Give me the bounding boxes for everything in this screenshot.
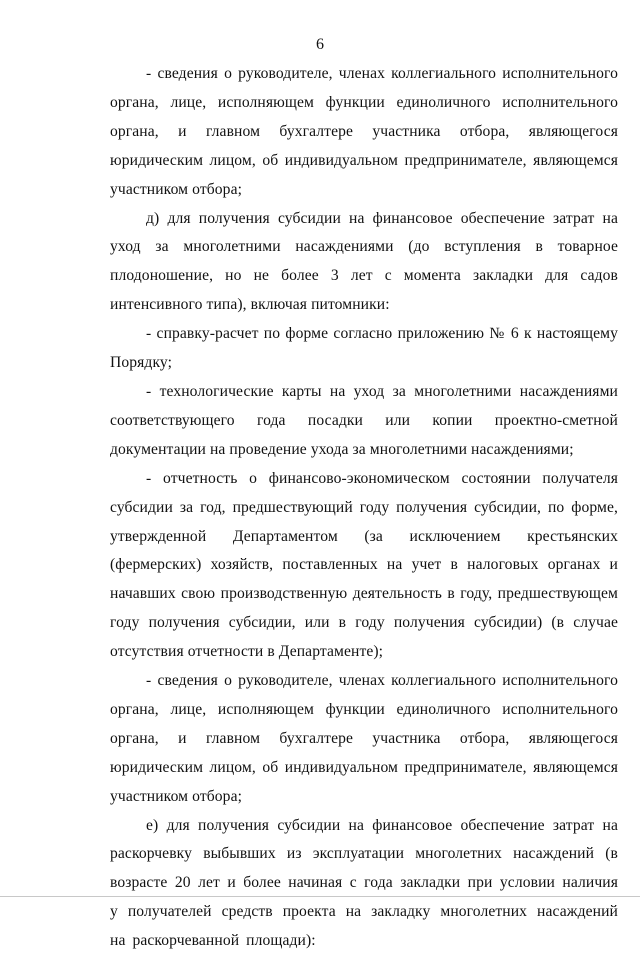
paragraph-financial-report: - отчетность о финансово-экономическом состоянии получателя субсидии за год, предшествующий году получения субсидии, по форме, утвержденной Департаментом (за исключением крестьянских (фермерских) хозяйств, поставленных на учет в налоговых органах и начавших свою производственную деятельность в году, предшествующем году получения субсидии, или в году получения субсидии) (в случае отсутствия отчетности в Департаменте); xyxy=(110,469,618,661)
paragraph-subsidy-uprooting: е) для получения субсидии на финансовое обеспечение затрат на раскорчевку выбывших из эксплуатации многолетних насаждений (в возрасте 20 лет и более начиная с года закладки при условии наличия у получателей средств проекта на закладку многолетних насаждений на раскорчеванной площади): xyxy=(110,816,618,950)
paragraph-calculation: - справку-расчет по форме согласно приложению № 6 к настоящему Порядку; xyxy=(110,325,618,372)
document-body xyxy=(110,60,618,956)
paragraph-manager-info: - сведения о руководителе, членах коллегиального исполнительного органа, лице, исполняющем функции единоличного исполнительного органа, и главном бухгалтере участника отбора, являющегося юридическим лицом, об индивидуальном предпринимателе, являющемся участником отбора; xyxy=(110,65,618,198)
page-bottom-divider xyxy=(0,896,640,897)
page-number: 6 xyxy=(316,36,324,53)
paragraph-manager-info-2: - сведения о руководителе, членах коллегиального исполнительного органа, лице, исполняющем функции единоличного исполнительного органа, и главном бухгалтере участника отбора, являющегося юридическим лицом, об индивидуальном предпринимателе, являющемся участником отбора; xyxy=(110,672,618,805)
paragraph-subsidy-care: д) для получения субсидии на финансовое обеспечение затрат на уход за многолетними насаждениями (до вступления в товарное плодоношение, но не более 3 лет с момента закладки для садов интенсивного типа), включая питомники: xyxy=(110,209,618,314)
paragraph-tech-maps: - технологические карты на уход за многолетними насаждениями соответствующего года посадки или копии проектно-сметной документации на проведение ухода за многолетними насаждениями; xyxy=(110,382,618,458)
